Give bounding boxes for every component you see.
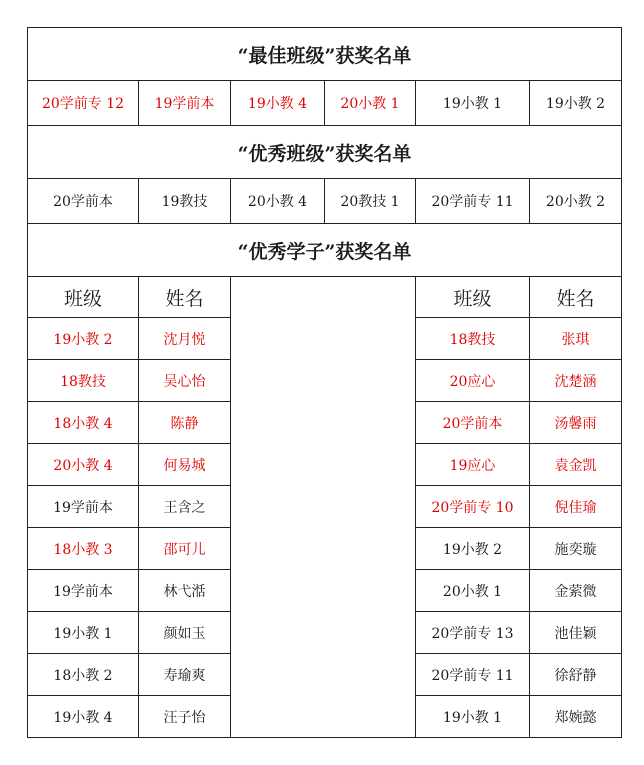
student-class-right: 20学前专 11 bbox=[416, 654, 530, 696]
excellent-class-title-row bbox=[28, 126, 622, 179]
student-class-right: 20小教 1 bbox=[416, 570, 530, 612]
excellent-student-title-row bbox=[28, 224, 622, 277]
student-class-right: 20学前专 10 bbox=[416, 486, 530, 528]
student-class-left: 19小教 1 bbox=[28, 612, 139, 654]
student-name-left: 吴心怡 bbox=[139, 360, 231, 402]
student-class-right: 19应心 bbox=[416, 444, 530, 486]
student-class-left: 19学前本 bbox=[28, 570, 139, 612]
blank-gap bbox=[231, 277, 416, 738]
excellent-class-cell: 20学前专 11 bbox=[416, 179, 530, 224]
student-class-left: 19学前本 bbox=[28, 486, 139, 528]
student-name-left: 颜如玉 bbox=[139, 612, 231, 654]
student-name-right: 郑婉懿 bbox=[530, 696, 622, 738]
student-name-left: 林弋湉 bbox=[139, 570, 231, 612]
excellent-class-list-row bbox=[28, 179, 622, 224]
student-class-right: 20应心 bbox=[416, 360, 530, 402]
student-name-left: 王含之 bbox=[139, 486, 231, 528]
student-name-left: 沈月悦 bbox=[139, 318, 231, 360]
student-name-left: 邵可儿 bbox=[139, 528, 231, 570]
student-name-right: 袁金凯 bbox=[530, 444, 622, 486]
student-name-right: 汤馨雨 bbox=[530, 402, 622, 444]
best-class-list-row bbox=[28, 81, 622, 126]
student-name-right: 沈楚涵 bbox=[530, 360, 622, 402]
student-name-left: 汪子怡 bbox=[139, 696, 231, 738]
student-name-left: 寿瑜爽 bbox=[139, 654, 231, 696]
header-class-right: 班级 bbox=[416, 277, 530, 318]
student-name-right: 张琪 bbox=[530, 318, 622, 360]
best-class-cell: 20学前专 12 bbox=[28, 81, 139, 126]
header-name-right: 姓名 bbox=[530, 277, 622, 318]
student-class-left: 18教技 bbox=[28, 360, 139, 402]
student-name-right: 池佳颖 bbox=[530, 612, 622, 654]
student-class-left: 18小教 3 bbox=[28, 528, 139, 570]
student-class-left: 19小教 4 bbox=[28, 696, 139, 738]
student-name-right: 倪佳瑜 bbox=[530, 486, 622, 528]
excellent-class-cell: 19教技 bbox=[139, 179, 231, 224]
student-name-left: 何易城 bbox=[139, 444, 231, 486]
best-class-title-row bbox=[28, 28, 622, 81]
student-class-right: 19小教 1 bbox=[416, 696, 530, 738]
student-name-right: 金萦微 bbox=[530, 570, 622, 612]
excellent-class-cell: 20小教 2 bbox=[530, 179, 622, 224]
excellent-student-title: “优秀学子”获奖名单 bbox=[28, 224, 622, 277]
best-class-cell: 19小教 4 bbox=[231, 81, 325, 126]
best-class-cell: 19小教 2 bbox=[530, 81, 622, 126]
student-class-right: 19小教 2 bbox=[416, 528, 530, 570]
student-header-row bbox=[28, 277, 622, 318]
student-name-right: 施奕璇 bbox=[530, 528, 622, 570]
best-class-cell: 19小教 1 bbox=[416, 81, 530, 126]
student-class-left: 20小教 4 bbox=[28, 444, 139, 486]
student-class-right: 20学前专 13 bbox=[416, 612, 530, 654]
excellent-class-cell: 20教技 1 bbox=[325, 179, 416, 224]
best-class-cell: 19学前本 bbox=[139, 81, 231, 126]
student-name-left: 陈静 bbox=[139, 402, 231, 444]
student-class-left: 19小教 2 bbox=[28, 318, 139, 360]
student-class-left: 18小教 4 bbox=[28, 402, 139, 444]
award-list-table bbox=[27, 27, 622, 738]
student-name-right: 徐舒静 bbox=[530, 654, 622, 696]
excellent-class-title: “优秀班级”获奖名单 bbox=[28, 126, 622, 179]
header-class-left: 班级 bbox=[28, 277, 139, 318]
header-name-left: 姓名 bbox=[139, 277, 231, 318]
student-class-right: 18教技 bbox=[416, 318, 530, 360]
best-class-title: “最佳班级”获奖名单 bbox=[28, 28, 622, 81]
excellent-class-cell: 20学前本 bbox=[28, 179, 139, 224]
best-class-cell: 20小教 1 bbox=[325, 81, 416, 126]
student-class-left: 18小教 2 bbox=[28, 654, 139, 696]
student-class-right: 20学前本 bbox=[416, 402, 530, 444]
excellent-class-cell: 20小教 4 bbox=[231, 179, 325, 224]
